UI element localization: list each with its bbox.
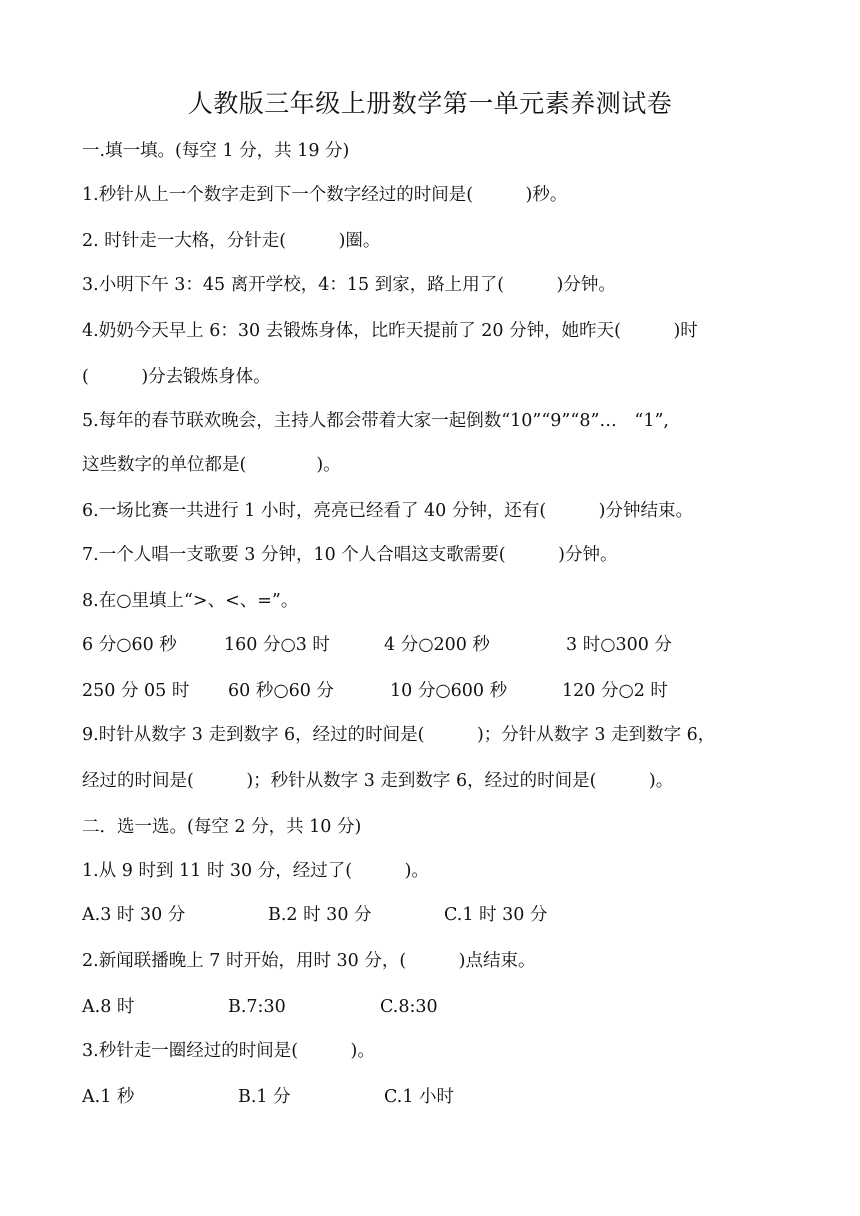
question-9-line-2: 经过的时间是( )；秒针从数字 3 走到数字 6，经过的时间是( )。 [82, 771, 674, 791]
compare-item: 60 秒○60 分 [228, 681, 334, 701]
page-title: 人教版三年级上册数学第一单元素养测试卷 [187, 89, 673, 118]
option-b: B.7:30 [228, 997, 286, 1017]
choice-question-2: 2.新闻联播晚上 7 时开始，用时 30 分，( )点结束。 [82, 951, 536, 971]
compare-row-1 [82, 632, 802, 658]
choice-question-3: 3.秒针走一圈经过的时间是( )。 [82, 1041, 375, 1061]
compare-item: 4 分○200 秒 [384, 635, 490, 655]
question-4-line-1: 4.奶奶今天早上 6：30 去锻炼身体，比昨天提前了 20 分钟，她昨天( )时 [82, 321, 698, 341]
question-4-line-2: ( )分去锻炼身体。 [82, 367, 271, 387]
option-b: B.1 分 [238, 1087, 291, 1107]
choice-options-1 [82, 902, 802, 928]
choice-options-3 [82, 1084, 802, 1110]
section-one-header: 一.填一填。(每空 1 分，共 19 分) [82, 141, 350, 161]
compare-row-2 [82, 678, 802, 704]
question-7: 7.一个人唱一支歌要 3 分钟，10 个人合唱这支歌需要( )分钟。 [82, 545, 618, 565]
question-6: 6.一场比赛一共进行 1 小时，亮亮已经看了 40 分钟，还有( )分钟结束。 [82, 501, 694, 521]
option-a: A.8 时 [82, 997, 135, 1017]
question-5-line-2: 这些数字的单位都是( )。 [82, 455, 341, 475]
compare-item: 120 分○2 时 [562, 681, 668, 701]
option-a: A.3 时 30 分 [82, 905, 186, 925]
option-b: B.2 时 30 分 [268, 905, 372, 925]
question-3: 3.小明下午 3：45 离开学校，4：15 到家，路上用了( )分钟。 [82, 275, 616, 295]
option-c: C.1 小时 [384, 1087, 455, 1107]
question-5-line-1: 5.每年的春节联欢晚会，主持人都会带着大家一起倒数“10”“9”“8”… “1”, [82, 411, 670, 431]
option-a: A.1 秒 [82, 1087, 135, 1107]
option-c: C.1 时 30 分 [444, 905, 548, 925]
question-9-line-1: 9.时针从数字 3 走到数字 6，经过的时间是( )；分针从数字 3 走到数字 6， [82, 725, 716, 745]
section-two-header: 二．选一选。(每空 2 分，共 10 分) [82, 817, 362, 837]
question-8: 8.在○里填上“>、<、=”。 [82, 591, 299, 611]
compare-item: 10 分○600 秒 [390, 681, 508, 701]
compare-item: 3 时○300 分 [566, 635, 672, 655]
option-c: C.8:30 [380, 997, 438, 1017]
compare-item: 250 分 05 时 [82, 681, 190, 701]
question-2: 2. 时针走一大格，分针走( )圈。 [82, 231, 381, 251]
choice-options-2 [82, 994, 802, 1020]
choice-question-1: 1.从 9 时到 11 时 30 分，经过了( )。 [82, 861, 429, 881]
compare-item: 6 分○60 秒 [82, 635, 177, 655]
compare-item: 160 分○3 时 [224, 635, 330, 655]
question-1: 1.秒针从上一个数字走到下一个数字经过的时间是( )秒。 [82, 185, 568, 205]
